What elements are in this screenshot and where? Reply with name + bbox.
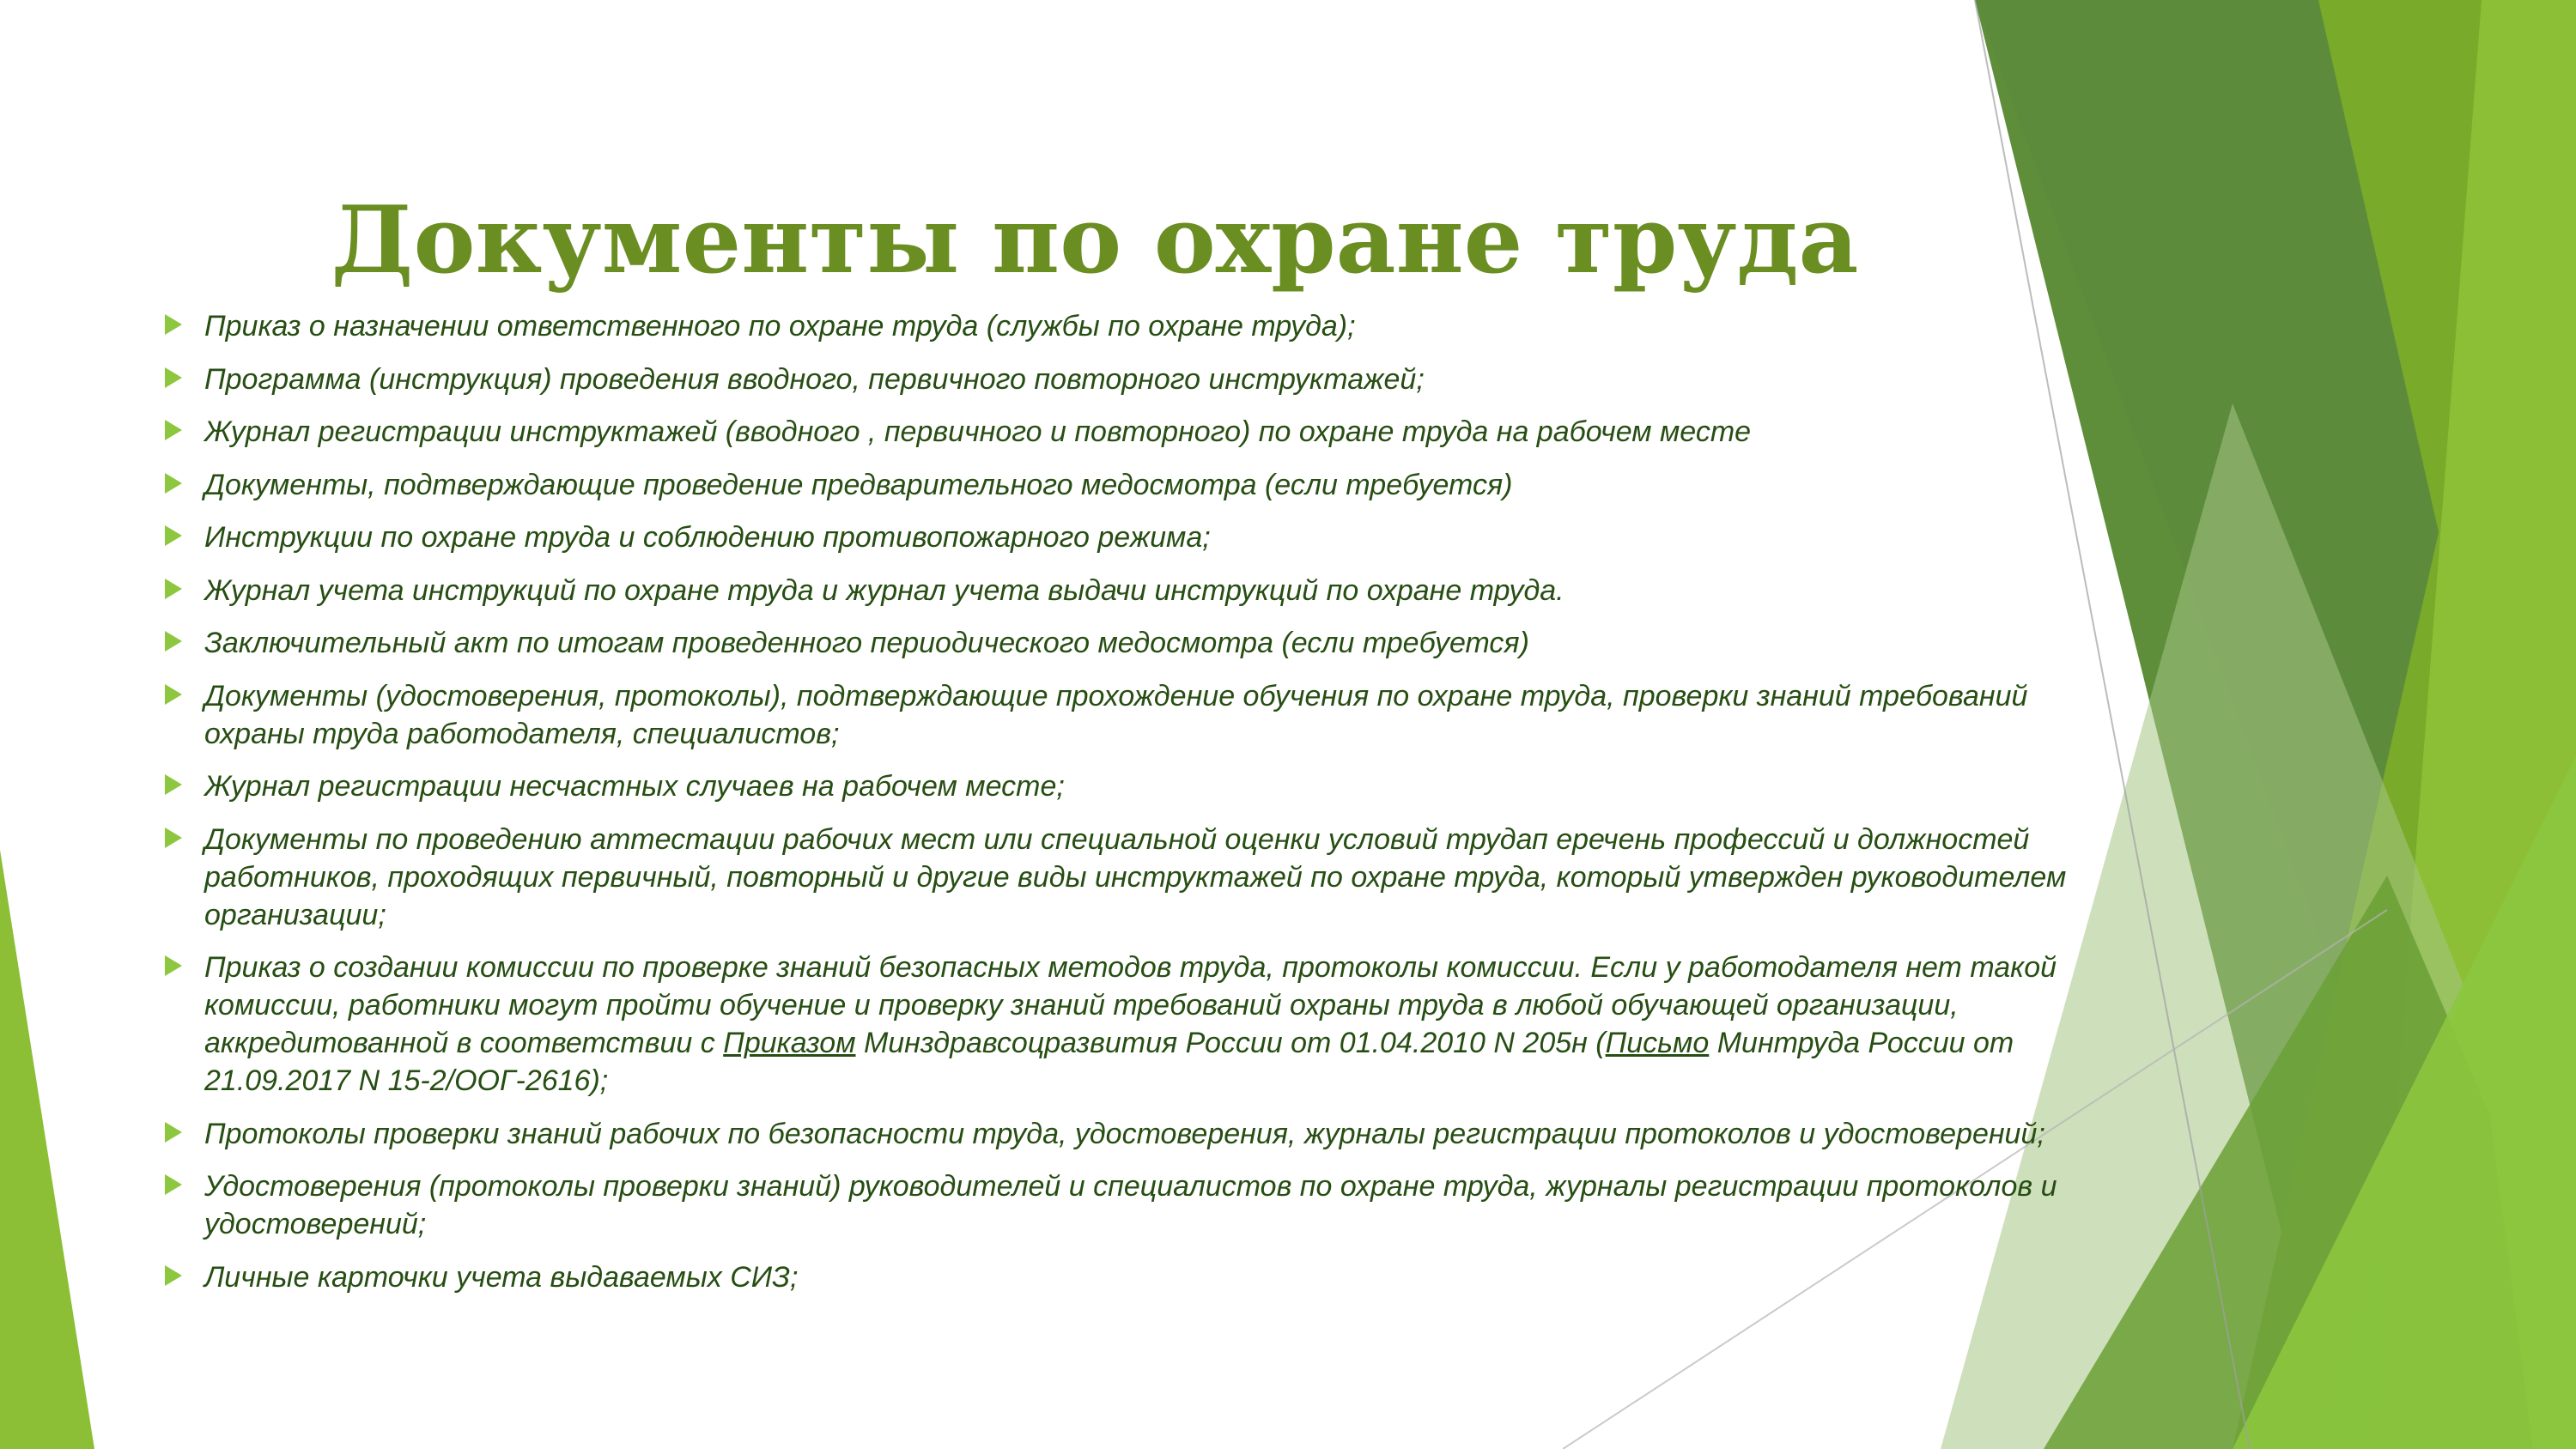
bullet-arrow-icon — [165, 1265, 182, 1286]
list-item — [163, 767, 2078, 805]
list-item — [163, 624, 2078, 662]
list-item-text: Журнал регистрации инструктажей (вводного , первичного и повторного) по охране труда на рабочем месте — [204, 415, 1752, 448]
bullet-arrow-icon — [165, 525, 182, 546]
list-item-text: Журнал регистрации несчастных случаев на рабочем месте; — [204, 770, 1065, 803]
list-item-text: Заключительный акт по итогам проведенного периодического медосмотра (если требуется) — [204, 627, 1529, 659]
list-item — [163, 307, 2078, 345]
document-list — [163, 307, 2078, 1311]
list-item — [163, 1167, 2078, 1243]
slide-title: Документы по охране труда — [331, 186, 1859, 294]
bullet-arrow-icon — [165, 955, 182, 976]
list-item-text: Документы (удостоверения, протоколы), подтверждающие прохождение обучения по охране труда, проверки знаний требований охраны труда работодателя, специалистов; — [204, 679, 2028, 750]
bullet-arrow-icon — [165, 314, 182, 335]
list-item-text: Программа (инструкция) проведения вводного, первичного повторного инструктажей; — [204, 362, 1425, 396]
list-item — [163, 361, 2078, 398]
letter-link[interactable]: Письмо — [1605, 1027, 1710, 1059]
list-item — [163, 1115, 2078, 1153]
list-item — [163, 466, 2078, 504]
bullet-arrow-icon — [165, 420, 182, 440]
list-item — [163, 1258, 2078, 1296]
list-item-text: Документы, подтверждающие проведение предварительного медосмотра (если требуется) — [204, 468, 1513, 501]
list-item-text: Документы по проведению аттестации рабочих мест или специальной оценки условий трудап еречень профессий и должностей работников, проходящих первичный, повторный и другие виды инструктажей по охране труда, который утвержден руководителем организации; — [204, 822, 2067, 931]
list-item-text-part: Минтруда России от 21.09.2017 N 15-2/ООГ-2616); — [204, 1027, 2014, 1097]
list-item-text-part: Минздравсоцразвития России от 01.04.2010 N 205н ( — [855, 1027, 1606, 1059]
list-item-text: Удостоверения (протоколы проверки знаний) руководителей и специалистов по охране труда, журналы регистрации протоколов и удостоверений; — [204, 1170, 2057, 1240]
list-item-text: Личные карточки учета выдаваемых СИЗ; — [204, 1260, 799, 1294]
list-item-text: Журнал учета инструкций по охране труда и журнал учета выдачи инструкций по охране труда. — [204, 573, 1564, 607]
bullet-arrow-icon — [165, 1122, 182, 1143]
bullet-arrow-icon — [165, 774, 182, 795]
bullet-arrow-icon — [165, 828, 182, 848]
list-item-text — [204, 951, 2057, 1097]
bullet-arrow-icon — [165, 579, 182, 599]
bullet-arrow-icon — [165, 684, 182, 705]
order-link[interactable]: Приказом — [723, 1027, 856, 1059]
left-edge-shape — [0, 850, 94, 1449]
list-item — [163, 949, 2078, 1100]
bullet-arrow-icon — [165, 367, 182, 388]
bullet-arrow-icon — [165, 631, 182, 652]
list-item-text: Приказ о назначении ответственного по охране труда (службы по охране труда); — [204, 310, 1356, 343]
list-item — [163, 518, 2078, 556]
list-item — [163, 413, 2078, 451]
list-item — [163, 572, 2078, 609]
list-item-text-part: Приказ о создании комиссии по проверке знаний безопасных методов труда, протоколы комиссии. Если у работодателя нет такой комиссии, работники могут пройти обучение и проверку знаний требований охраны труда в любой обучающей организации, аккредитованной в соответствии с — [204, 951, 2057, 1059]
bullet-arrow-icon — [165, 1174, 182, 1195]
list-item — [163, 821, 2078, 934]
list-item-text: Протоколы проверки знаний рабочих по безопасности труда, удостоверения, журналы регистрации протоколов и удостоверений; — [204, 1117, 2045, 1150]
list-item-text: Инструкции по охране труда и соблюдению противопожарного режима; — [204, 521, 1211, 554]
list-item — [163, 677, 2078, 753]
bullet-arrow-icon — [165, 473, 182, 494]
